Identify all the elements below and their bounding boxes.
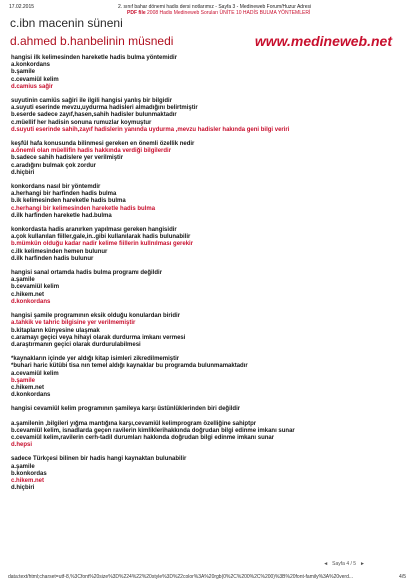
answer-option: a.herhangi bir harfinden hadis bulma [11,191,117,198]
answer-option: c.ilk kelimesinden hemen bulunur [11,248,108,255]
page-pager [323,561,365,567]
source-line-2: d.ahmed b.hanbelinin müsnedi [10,34,174,48]
footer-page-number: 4/5 [399,574,406,580]
correct-answer: c.hikem.net [11,477,45,484]
answer-option: d.hiçbiri [11,485,35,492]
correct-answer: b.mümkün olduğu kadar nadir kelime fiillerin kullnılması gerekir [11,241,194,248]
answer-option: b.şamile [11,69,36,76]
answer-option: b.konkordas [11,470,47,477]
question-block [11,406,406,413]
correct-answer: d.hepsi [11,442,33,449]
question-block [11,421,406,450]
answer-option: a.şamile [11,463,35,470]
correct-answer: d.konkordans [11,298,51,305]
pdf-file-tag: PDF file [127,10,146,16]
footer-url: data:text/html;charset=utf-8,%3Cfont%20size%3D%224%22%20style%3D%22color%3A%20rgb(0%2C%200%2C%200)%3B%20font-family%3A%20verd... [8,574,354,580]
question-text: hangisi şamile programının eksik olduğu konulardan biridir [11,313,181,320]
question-text: *kaynakların içinde yer aldığı kitap isimleri zikredilmemiştir [11,356,180,363]
question-list [11,55,406,499]
print-subtitle [127,10,310,16]
correct-answer: a.önemli olan müellifin hadis hakkında verdiği bilgilerdir [11,148,172,155]
question-text: konkordans nasıl bir yöntemdir [11,184,101,191]
answer-option: c.aramayı geçici veya hihayi olarak durdurma imkanı vermesi [11,334,186,341]
question-block [11,356,406,399]
question-text: konkordasta hadis aranırken yapılması gereken hangisidir [11,227,177,234]
page-indicator: Sayfa 4 / 5 [332,561,357,567]
answer-option: b.kitapların künyesine ulaşmak [11,327,100,334]
answer-option: c.hikem.net [11,291,45,298]
answer-option: d.konkordans [11,392,51,399]
correct-answer: d.suyuti eserinde sahih,zayıf hadislerin yanında uydurma ,mevzu hadisler hakında geni bilgi veriri [11,126,290,133]
question-block [11,141,406,177]
print-date: 17.02.2015 [9,4,35,10]
correct-answer: b.şamile [11,377,36,384]
prev-page-button[interactable]: ◄ [323,561,329,567]
question-text: hangisi sanal ortamda hadis bulma programı değildir [11,270,163,277]
question-text: keşfül hafa konusunda bilinmesi gereken en önemli özellik nedir [11,141,195,148]
question-block [11,270,406,306]
correct-answer: a.tahkik ve tahric bilgisine yer verilmemiştir [11,320,136,327]
next-page-button[interactable]: ► [360,561,365,567]
answer-option: b.ik kelimesinden hareketle hadis bulma [11,198,126,205]
answer-option: b.sadece sahih hadislere yer verilmiştir [11,155,124,162]
answer-option: a.konkordans [11,62,51,69]
question-block [11,456,406,492]
question-block [11,227,406,263]
answer-option: d.ilk harfinden hadis bulunur [11,255,94,262]
answer-option: b.cevamiül kelim [11,284,60,291]
answer-option: b.cevamiül kelim, isnadlarda geçen ravilerin kimliklerihakkında doğrudan bilgi edinme imkanı sunar [11,427,295,434]
print-page-title: 2. sınıf bahar dönemi hadis dersi notlarımız - Sayfa 3 - Medineweb Forum/Huzur Adresi [118,4,312,10]
print-subtitle-text: 2008 Hadis Medineweb Soruları ÜNİTE 10 HADİS BULMA YÖNTEMLERİ [147,10,311,16]
answer-option: d.ilk harfinden hareketle had.bulma [11,212,112,219]
question-text: hangisi ilk kelimesinden hareketle hadis bulma yöntemidir [11,55,178,61]
source-line-1: c.ibn macenin süneni [10,16,123,30]
question-block [11,313,406,349]
answer-option: c.müellif her hadisin sonuna rumuzlar koymuştur [11,119,152,126]
question-text: sadece Türkçesi bilinen bir hadis hangi kaynaktan bulunabilir [11,456,187,463]
correct-answer: c.herhangi bir kelimesinden hareketle hadis bulma [11,205,156,212]
answer-option: *buhari haric kütübi tisa nın temel aldığı kaynaklar bu programda bulunmamaktadır [11,363,248,370]
question-block [11,184,406,220]
answer-option: c.cevamiül kelim,ravilerin cerh-tadil durumları hakkında doğrudan bilgi edinme imkanı sunar [11,434,275,441]
answer-option: c.hikem.net [11,384,45,391]
answer-option: c.cevamiül kelim [11,76,59,83]
correct-answer: d.camius sağir [11,83,54,90]
answer-option: a.şamilenin ,bilgileri yığma mantığına karşı,cevamiül kelimprogram özelliğine sahiptpr [11,420,257,427]
answer-option: b.eserde sadece zayıf,hasen,sahih hadisler bulunmaktadır [11,112,177,119]
answer-option: c.aradığını bulmak çok zordur [11,162,97,169]
question-text: hangisi cevamiül kelim programının şamileya karşı üstünlüklerinden biri değildir [11,406,241,413]
question-block [11,55,406,91]
question-block [11,98,406,134]
question-text: suyutinin camiüs sağiri ile ilgili hangisi yanlış bir bilgidir [11,98,173,105]
answer-option: a.cevamiül kelim [11,370,59,377]
answer-option: d.araştırmanın geçici olarak durdurulabilmesi [11,341,141,348]
site-watermark[interactable]: www.medineweb.net [254,33,392,49]
answer-option: d.hiçbiri [11,169,35,176]
answer-option: a.çok kullanılan fiiller,gale,in..gibi kullanılarak hadis bulunabilir [11,234,191,241]
answer-option: a.şamile [11,277,35,284]
answer-option: a.suyuti eserinde mevzu,uydurma hadisleri almadığını belirtmiştir [11,105,198,112]
